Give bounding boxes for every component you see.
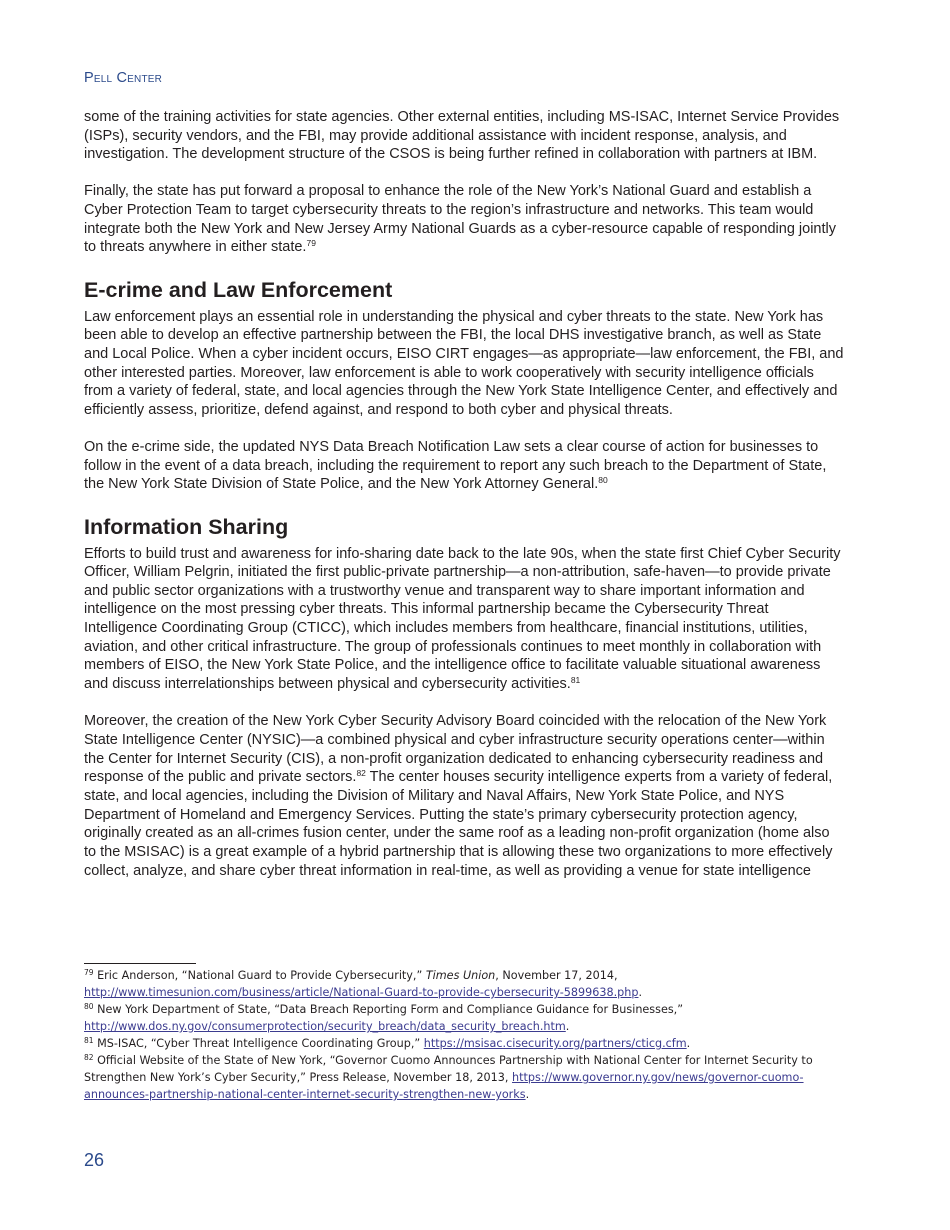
footnote-ref-80[interactable]: 80 <box>598 475 608 486</box>
paragraph-text-continued: The center houses security intelligence experts from a variety of federal, state, and local agencies, including the Division of Military and Naval Affairs, New York State Police, and NYS Department of Homeland and Emergency Services. Putting the state’s primary cybersecurity protection agency, originally created as an all-crimes fusion center, under the same roof as a leading non-profit organization (home also to the MSISAC) is a great example of a hybrid partnership that is allowing these two organizations to more effectively collect, analyze, and share cyber threat information in real-time, as well as providing a venue for state intelligence <box>84 769 833 879</box>
footnote-publication: Times Union <box>425 969 496 982</box>
footnote-number: 80 <box>84 1002 94 1011</box>
footnote-link[interactable]: http://www.dos.ny.gov/consumerprotection/security_breach/data_security_breach.htm <box>84 1020 566 1033</box>
heading-information-sharing: Information Sharing <box>84 514 289 539</box>
footnote-ref-79[interactable]: 79 <box>306 238 316 249</box>
footnote-end: . <box>638 986 643 999</box>
paragraph-text: Efforts to build trust and awareness for info-sharing date back to the late 90s, when the state first Chief Cyber Security Officer, William Pelgrin, initiated the first public-private partnership—a non-attribution, safe-haven—to provide private and public sector organizations with a trustworthy venue and transparent way to share important information and intelligence on the most pressing cyber threats. This informal partnership became the Cybersecurity Threat Intelligence Coordinating Group (CTICC), which includes members from healthcare, financial institutions, utilities, aviation, and other critical infrastructure. The group of professionals continues to meet monthly in collaboration with members of EISO, the New York State Police, and the intelligence office to facilitate valuable situational awareness and discuss interrelationships between physical and cybersecurity activities. <box>84 545 841 693</box>
footnote-end: . <box>565 1020 570 1033</box>
footnote-link[interactable]: https://www.governor.ny.gov/news/governor-cuomo-announces-partnership-national-center-internet-security-strengthen-new-yorks <box>84 1071 804 1101</box>
footnote-number: 79 <box>84 968 94 977</box>
paragraph-text: Finally, the state has put forward a proposal to enhance the role of the New York’s National Guard and establish a Cyber Protection Team to target cybersecurity threats to the region’s infrastructure and networks. This team would integrate both the New York and New Jersey Army National Guards as a cyber-resource capable of responding jointly to threats anywhere in either state. <box>84 183 836 256</box>
paragraph-text: On the e-crime side, the updated NYS Data Breach Notification Law sets a clear course of action for businesses to follow in the event of a data breach, including the requirement to report any such breach to the Department of State, the New York State Division of State Police, and the New York Attorney General. <box>84 439 827 493</box>
footnote-82 <box>84 1052 844 1103</box>
body-content <box>84 108 844 899</box>
paragraph-nysic <box>84 712 844 880</box>
footnote-text: New York Department of State, “Data Breach Reporting Form and Compliance Guidance for Businesses,” <box>97 1003 684 1016</box>
footnote-79 <box>84 967 844 1001</box>
footnote-text: Official Website of the State of New York, “Governor Cuomo Announces Partnership with National Center for Internet Security to Strengthen New York’s Cyber Security,” Press Release, November 18, 2013, <box>84 1054 813 1084</box>
paragraph-law-enforcement <box>84 308 844 420</box>
footnote-end: . <box>525 1088 530 1101</box>
footnote-text: MS-ISAC, “Cyber Threat Intelligence Coordinating Group,” <box>97 1037 424 1050</box>
footnote-81 <box>84 1035 844 1052</box>
paragraph-text: Law enforcement plays an essential role in understanding the physical and cyber threats to the state. New York has been able to develop an effective partnership between the FBI, the local DHS investigative branch, as well as State and Local Police. When a cyber incident occurs, EISO CIRT engages—as appropriate—law enforcement, the FBI, and other interested parties. Moreover, law enforcement is able to work cooperatively with security intelligence officials from a variety of federal, state, and local agencies through the New York State Intelligence Center, and effectively and efficiently assess, prioritize, defend against, and respond to both cyber and physical threats. <box>84 308 844 418</box>
footnote-number: 82 <box>84 1053 94 1062</box>
footnote-ref-81[interactable]: 81 <box>570 675 581 686</box>
paragraph-text: Moreover, the creation of the New York Cyber Security Advisory Board coincided with the relocation of the New York State Intelligence Center (NYSIC)—a combined physical and cyber infrastructure security operations center—within the Center for Internet Security (CIS), a non-profit organization dedicated to enhancing cybersecurity readiness and response of the public and private sectors. <box>84 713 827 786</box>
heading-ecrime: E-crime and Law Enforcement <box>84 277 393 302</box>
paragraph-data-breach <box>84 438 844 494</box>
footnote-80 <box>84 1001 844 1035</box>
footnote-number: 81 <box>84 1036 94 1045</box>
paragraph-training <box>84 108 844 164</box>
footnote-link[interactable]: http://www.timesunion.com/business/article/National-Guard-to-provide-cybersecurity-5899638.php <box>84 986 639 999</box>
footnote-end: . <box>686 1037 691 1050</box>
footnotes <box>84 967 844 1103</box>
running-header: Pell Center <box>84 70 163 86</box>
footnote-text: , November 17, 2014, <box>495 969 618 982</box>
footnote-ref-82[interactable]: 82 <box>356 768 366 779</box>
footnote-link[interactable]: https://msisac.cisecurity.org/partners/cticg.cfm <box>423 1037 687 1050</box>
footnote-text: Eric Anderson, “National Guard to Provide Cybersecurity,” <box>97 969 426 982</box>
paragraph-text: some of the training activities for state agencies. Other external entities, including MS-ISAC, Internet Service Provides (ISPs), security vendors, and the FBI, may provide additional assistance with incident response, analysis, and investigation. The development structure of the CSOS is being further refined in collaboration with partners at IBM. <box>84 109 840 163</box>
paragraph-info-sharing <box>84 545 844 694</box>
page-number: 26 <box>84 1150 105 1170</box>
footnote-divider <box>84 963 196 964</box>
paragraph-national-guard <box>84 182 844 257</box>
